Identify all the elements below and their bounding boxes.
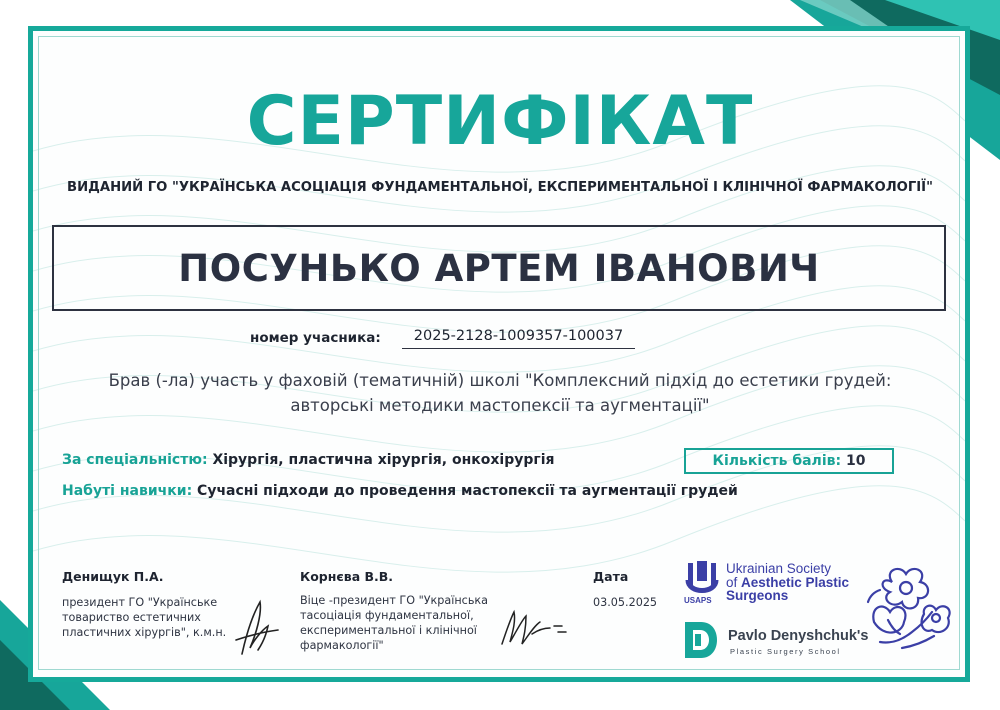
usaps-logo-icon xyxy=(684,560,720,594)
points-label: Кількість балів: xyxy=(712,453,842,469)
signatory-1-role-line: пластичних хірургів", к.м.н. xyxy=(62,626,227,639)
signatory-1-role-line: товариство естетичних xyxy=(62,611,201,624)
specialty-label: За спеціальністю: xyxy=(62,452,208,468)
signatory-1-role xyxy=(62,595,226,640)
floral-emblem-icon xyxy=(862,562,960,658)
issuer-line: ВИДАНИЙ ГО "УКРАЇНСЬКА АСОЦІАЦІЯ ФУНДАМЕНТАЛЬНОЇ, ЕКСПЕРИМЕНТАЛЬНОЇ І КЛІНІЧНОЇ ФАРМАКОЛОГІЇ" xyxy=(67,180,933,195)
points-value: 10 xyxy=(845,453,866,469)
specialty-row xyxy=(62,452,555,468)
participant-number-label: номер учасника: xyxy=(250,330,381,346)
description-line-2: авторські методики мастопексії та аугментації" xyxy=(290,396,710,415)
points-box xyxy=(684,448,894,474)
specialty-value: Хірургія, пластична хірургія, онкохірургія xyxy=(212,452,555,468)
usaps-name xyxy=(726,562,849,603)
school-subtitle: Plastic Surgery School xyxy=(730,647,841,656)
description-line-1: Брав (-ла) участь у фаховій (тематичній) школі "Комплексний підхід до естетики грудей: xyxy=(108,371,892,390)
school-logo-icon xyxy=(683,620,719,660)
signature-1 xyxy=(232,596,282,658)
participant-name: ПОСУНЬКО АРТЕМ ІВАНОВИЧ xyxy=(178,246,820,290)
usaps-line-2-prefix: of xyxy=(726,574,742,590)
skills-row xyxy=(62,483,738,499)
usaps-line-2-bold: Aesthetic Plastic xyxy=(741,574,850,590)
participant-number: 2025-2128-1009357-100037 xyxy=(402,328,635,349)
signatory-2-role-line: Віце -президент ГО "Українська xyxy=(300,594,489,607)
signatory-2-role xyxy=(300,593,488,653)
usaps-line-3: Surgeons xyxy=(726,588,789,603)
school-name: Pavlo Denyshchuk's xyxy=(728,628,869,644)
skills-label: Набуті навички: xyxy=(62,483,193,499)
signatory-2-role-line: тасоціація фундаментальної, xyxy=(300,609,474,622)
usaps-line-1: Ukrainian Society xyxy=(726,561,832,576)
signature-2 xyxy=(496,606,574,652)
signatory-1-role-line: президент ГО "Українське xyxy=(62,596,218,609)
participant-name-box xyxy=(52,225,946,311)
date-label: Дата xyxy=(593,569,629,584)
certificate-title: СЕРТИФІКАТ xyxy=(246,82,754,161)
date-value: 03.05.2025 xyxy=(593,596,658,609)
skills-value: Сучасні підходи до проведення мастопексії та аугментації грудей xyxy=(197,483,738,499)
signatory-1-name: Денищук П.А. xyxy=(62,569,164,584)
signatory-2-name: Корнєва В.В. xyxy=(300,569,394,584)
signatory-2-role-line: експериментальної і клінічної xyxy=(300,624,477,637)
description xyxy=(100,368,900,418)
signatory-2-role-line: фармакології" xyxy=(300,639,384,652)
usaps-short-text: USAPS xyxy=(684,596,712,605)
